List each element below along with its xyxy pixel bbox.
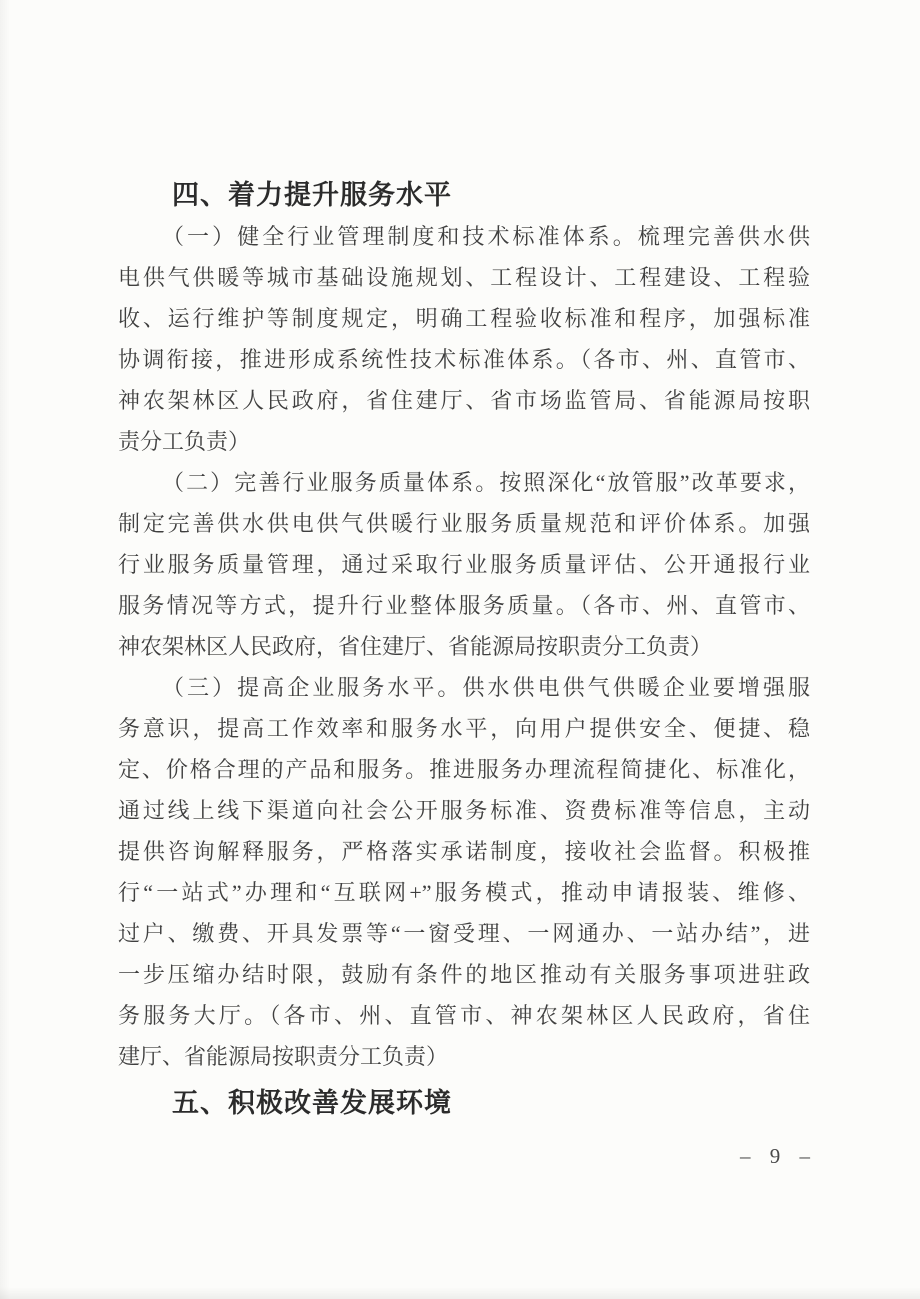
- text-line: （二）完善行业服务质量体系。按照深化“放管服”改革要求，: [162, 470, 810, 495]
- text-line: 通过线上线下渠道向社会公开服务标准、资费标准等信息，主动: [118, 798, 810, 823]
- paragraph-two: [118, 462, 810, 667]
- text-line: 一步压缩办结时限，鼓励有条件的地区推动有关服务事项进驻政: [118, 962, 810, 987]
- paragraph-one: [118, 216, 810, 462]
- section-heading-four: 四、着力提升服务水平: [172, 180, 452, 210]
- text-line: （三）提高企业服务水平。供水供电供气供暖企业要增强服: [162, 675, 810, 700]
- text-line: 神农架林区人民政府，省住建厅、省市场监管局、省能源局按职: [118, 388, 810, 413]
- section-heading-five: 五、积极改善发展环境: [172, 1088, 452, 1118]
- text-line: 协调衔接，推进形成系统性技术标准体系。（各市、州、直管市、: [118, 347, 810, 372]
- text-line: 务服务大厅。（各市、州、直管市、神农架林区人民政府，省住: [118, 1003, 810, 1028]
- text-line: （一）健全行业管理制度和技术标准体系。梳理完善供水供: [162, 224, 810, 249]
- text-line: 行“一站式”办理和“互联网+”服务模式，推动申请报装、维修、: [118, 880, 810, 905]
- text-line: 神农架林区人民政府，省住建厅、省能源局按职责分工负责）: [118, 634, 713, 659]
- document-text-block: [118, 175, 810, 1124]
- page-number: – 9 –: [740, 1144, 817, 1168]
- text-line: 定、价格合理的产品和服务。推进服务办理流程简捷化、标准化，: [118, 757, 810, 782]
- text-line: 务意识，提高工作效率和服务水平，向用户提供安全、便捷、稳: [118, 716, 810, 741]
- text-line: 责分工负责）: [118, 429, 251, 454]
- text-line: 建厅、省能源局按职责分工负责）: [118, 1044, 449, 1069]
- text-line: 行业服务质量管理，通过采取行业服务质量评估、公开通报行业: [118, 552, 810, 577]
- paragraph-three: [118, 667, 810, 1077]
- scan-edge-shadow-bottom: [0, 1287, 920, 1299]
- text-line: 过户、缴费、开具发票等“一窗受理、一网通办、一站办结”，进: [118, 921, 810, 946]
- text-line: 电供气供暖等城市基础设施规划、工程设计、工程建设、工程验: [118, 265, 810, 290]
- text-line: 制定完善供水供电供气供暖行业服务质量规范和评价体系。加强: [118, 511, 810, 536]
- scan-edge-shadow-left: [0, 0, 10, 1299]
- text-line: 服务情况等方式，提升行业整体服务质量。（各市、州、直管市、: [118, 593, 810, 618]
- text-line: 收、运行维护等制度规定，明确工程验收标准和程序，加强标准: [118, 306, 810, 331]
- text-line: 提供咨询解释服务，严格落实承诺制度，接收社会监督。积极推: [118, 839, 810, 864]
